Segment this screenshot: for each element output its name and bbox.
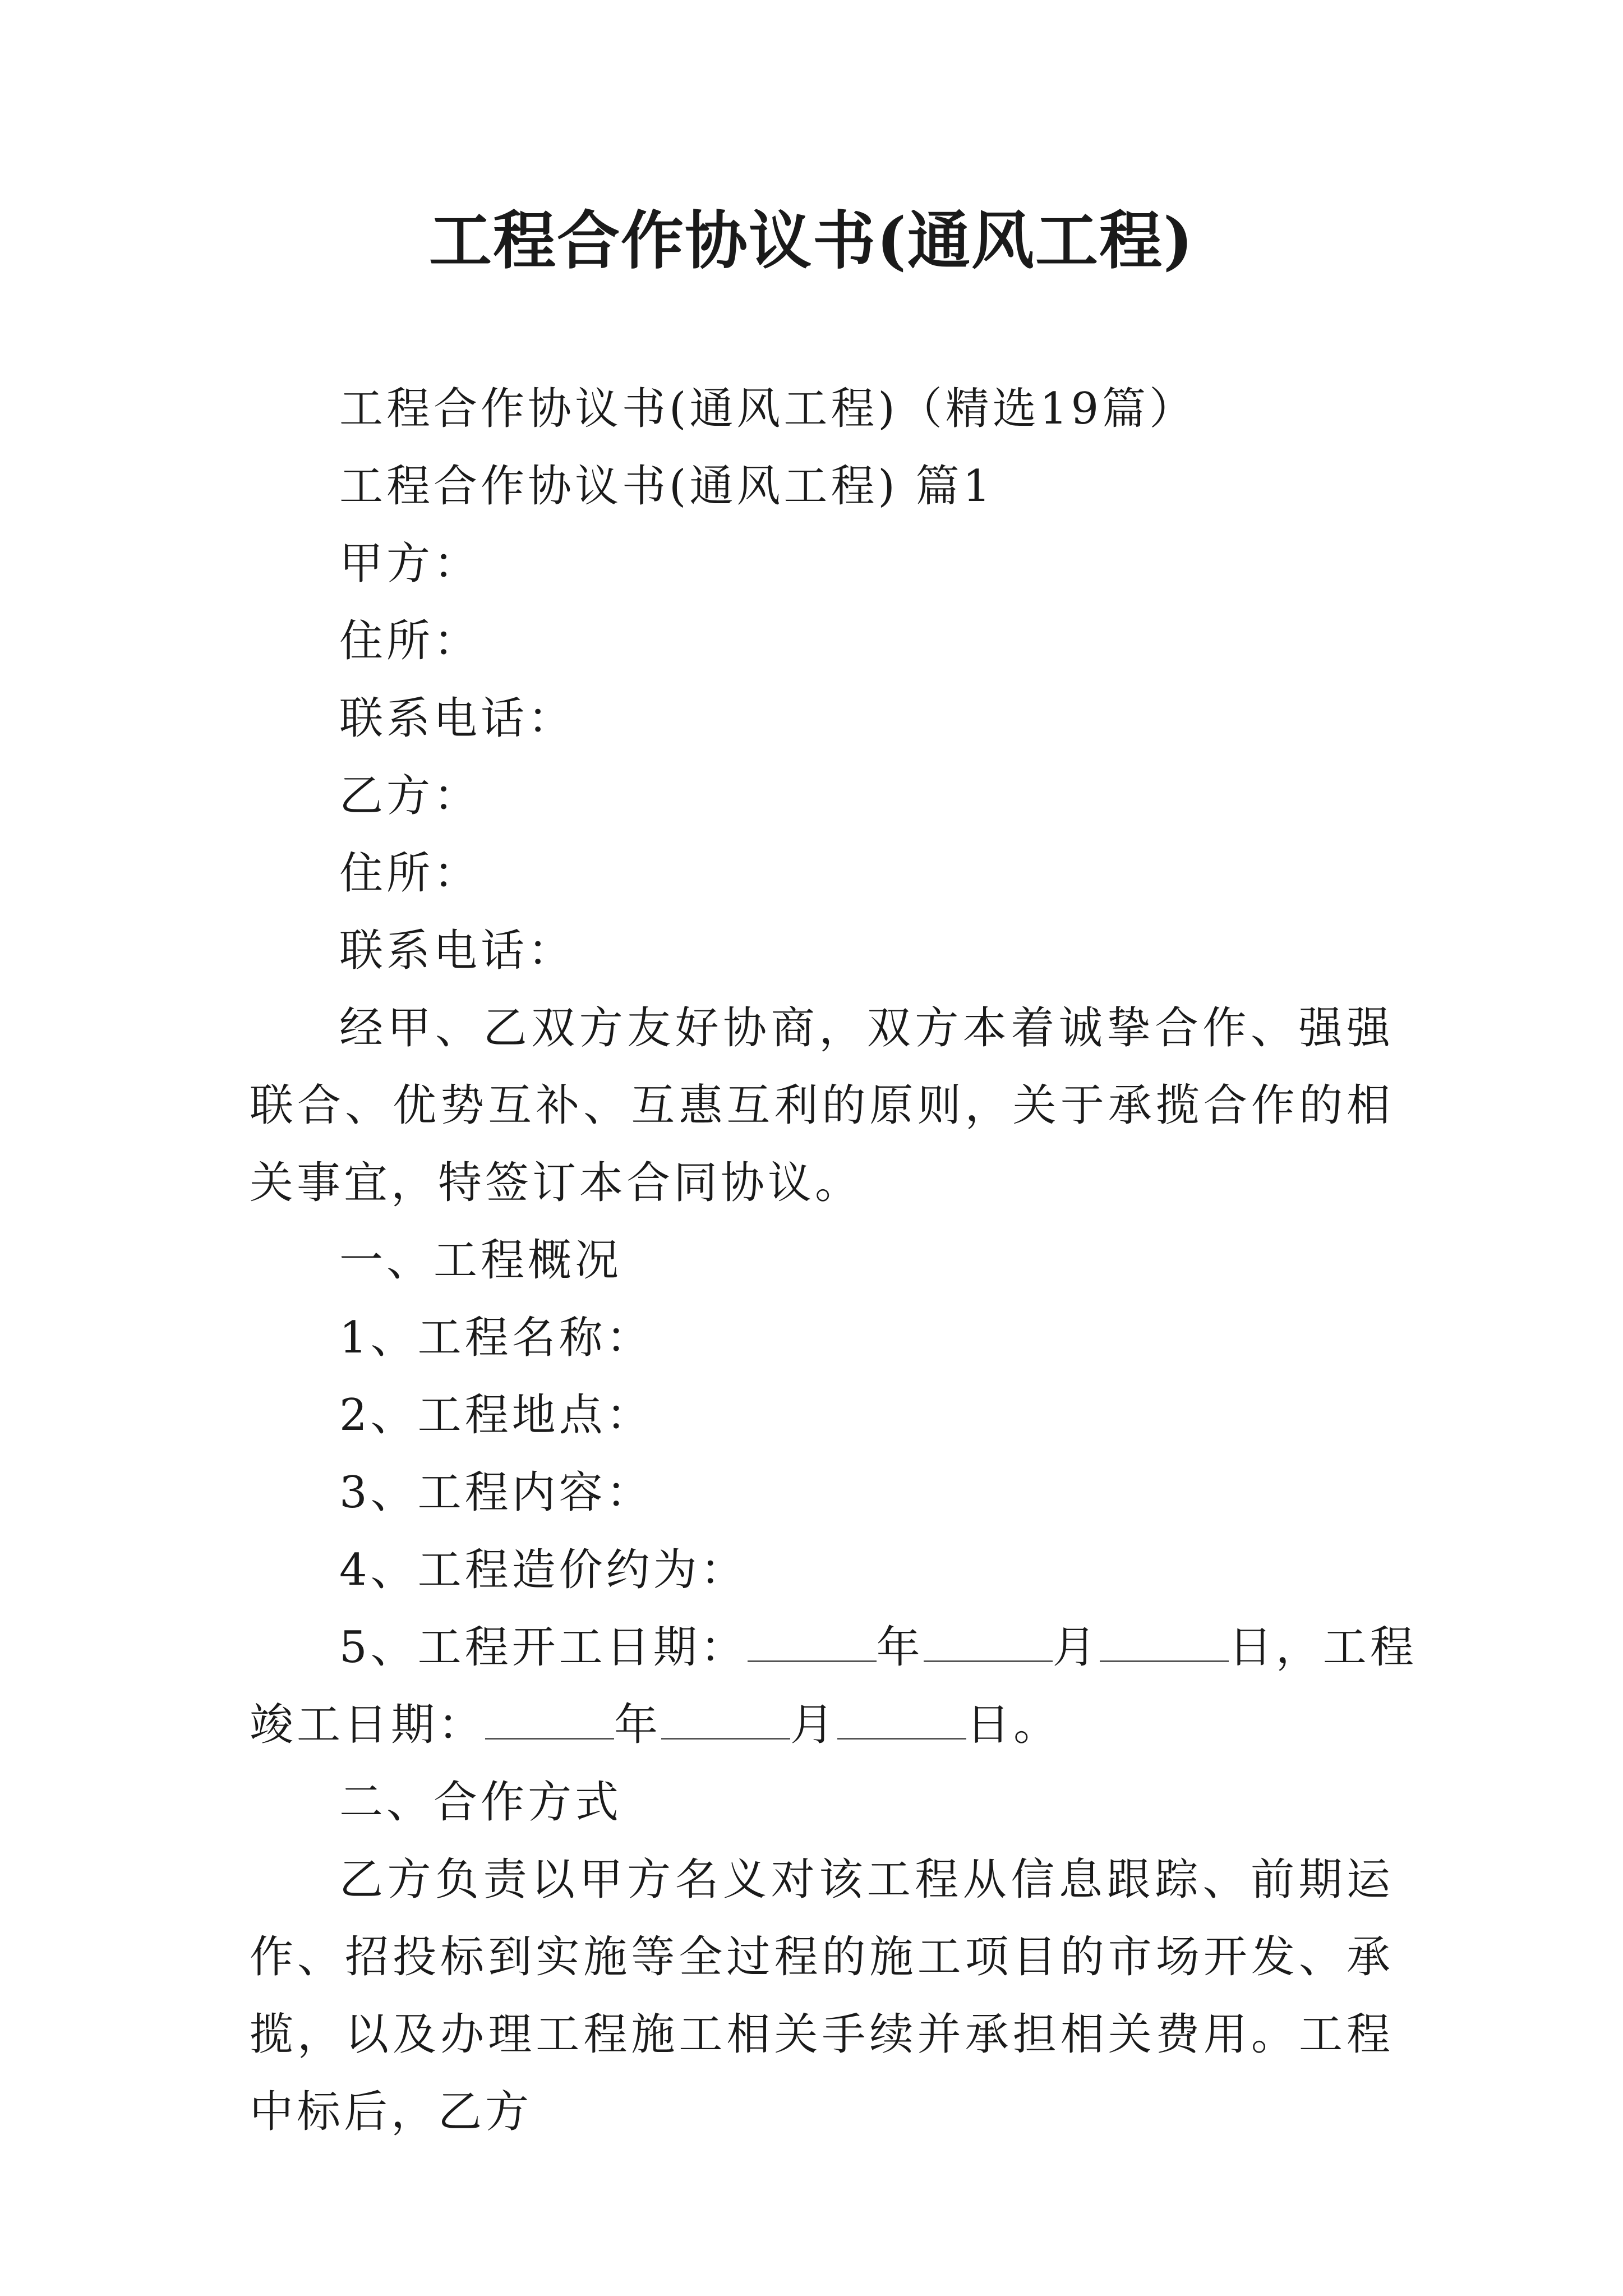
article-heading: 工程合作协议书(通风工程) 篇1 [339, 461, 994, 512]
end-day-blank [837, 1699, 966, 1740]
end-date-label-part1: 工程 [1322, 1622, 1417, 1673]
month-char: 月 [1052, 1622, 1100, 1673]
document-title: 工程合作协议书(通风工程) [429, 204, 1194, 278]
period-char: 。 [1013, 1700, 1061, 1750]
party-a-phone-label: 联系电话： [339, 693, 575, 744]
section-2-heading: 二、合作方式 [339, 1777, 623, 1828]
party-b-phone-label: 联系电话： [339, 926, 575, 976]
year-char: 年 [876, 1622, 924, 1673]
start-year-blank [748, 1621, 877, 1662]
end-date-label-part2: 竣工日期： [250, 1700, 486, 1750]
section-1-heading: 一、工程概况 [339, 1235, 623, 1286]
party-a-label: 甲方： [339, 539, 481, 589]
project-cost-item: 4、工程造价约为： [339, 1545, 748, 1595]
party-a-address-label: 住所： [339, 616, 481, 666]
intro-paragraph: 经甲、乙双方友好协商，双方本着诚挚合作、强强联合、优势互补、互惠互利的原则，关于承揽合作的相关事宜，特签订本合同协议。 [250, 1003, 1394, 1208]
start-day-blank [1100, 1621, 1229, 1662]
comma-char: ， [1275, 1622, 1323, 1673]
party-b-label: 乙方： [339, 771, 481, 821]
end-month-blank [661, 1699, 790, 1740]
end-year-blank [485, 1699, 614, 1740]
day-char: 日 [966, 1700, 1014, 1750]
project-content-item: 3、工程内容： [339, 1467, 653, 1518]
project-location-item: 2、工程地点： [339, 1390, 653, 1441]
subtitle-line: 工程合作协议书(通风工程)（精选19篇） [339, 384, 1197, 434]
year-char: 年 [614, 1700, 662, 1750]
document-body [250, 370, 1417, 2151]
end-date-line [250, 1686, 1394, 1764]
day-char: 日 [1228, 1622, 1276, 1673]
start-date-label: 5、工程开工日期： [339, 1622, 748, 1673]
start-month-blank [924, 1621, 1053, 1662]
start-date-line [250, 1609, 1417, 1686]
party-b-address-label: 住所： [339, 848, 481, 899]
cooperation-paragraph: 乙方负责以甲方名义对该工程从信息跟踪、前期运作、招投标到实施等全过程的施工项目的市场开发、承揽，以及办理工程施工相关手续并承担相关费用。工程中标后，乙方 [250, 1855, 1394, 2137]
project-name-item: 1、工程名称： [339, 1313, 653, 1363]
month-char: 月 [790, 1700, 838, 1750]
